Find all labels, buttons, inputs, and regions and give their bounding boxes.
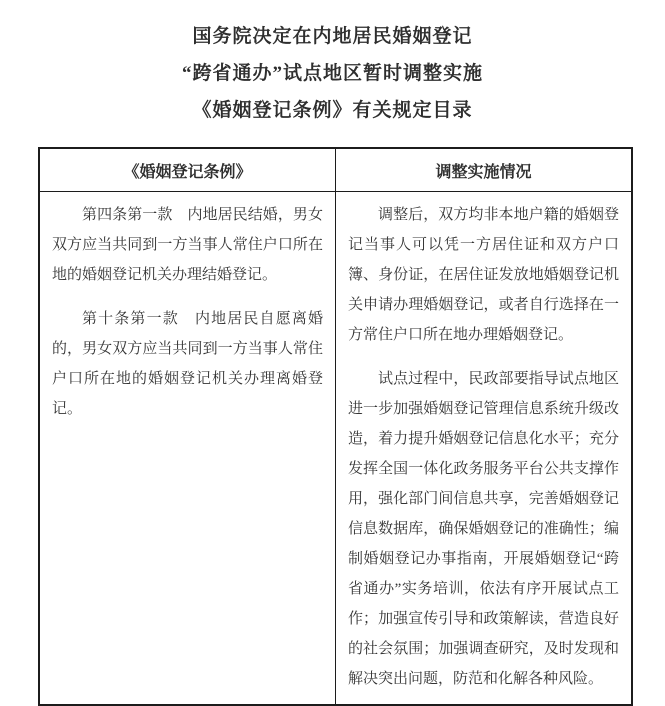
- column-header-adjustment: 调整实施情况: [336, 148, 633, 192]
- column-header-regulation: 《婚姻登记条例》: [39, 148, 336, 192]
- adjustment-paragraph-2: 试点过程中，民政部要指导试点地区进一步加强婚姻登记管理信息系统升级改造，着力提升婚姻登记信息化水平；充分发挥全国一体化政务服务平台公共支撑作用，强化部门间信息共享，完善婚姻登记信息数据库，确保婚姻登记的准确性；编制婚姻登记办事指南，开展婚姻登记“跨省通办”实务培训，依法有序开展试点工作；加强宣传引导和政策解读，营造良好的社会氛围；加强调查研究，及时发现和解决突出问题，防范和化解各种风险。: [348, 371, 619, 687]
- table-body-row: [39, 192, 632, 706]
- document-title: [0, 0, 665, 129]
- adjustment-cell: [336, 192, 633, 706]
- regulation-paragraph-1: 第四条第一款 内地居民结婚，男女双方应当共同到一方当事人常住户口所在地的婚姻登记机关办理结婚登记。: [52, 207, 323, 283]
- regulation-paragraph-2: 第十条第一款 内地居民自愿离婚的，男女双方应当共同到一方当事人常住户口所在地的婚姻登记机关办理离婚登记。: [52, 311, 323, 417]
- adjustment-paragraph-1: 调整后，双方均非本地户籍的婚姻登记当事人可以凭一方居住证和双方户口簿、身份证，在居住证发放地婚姻登记机关申请办理婚姻登记，或者自行选择在一方常住户口所在地办理婚姻登记。: [348, 207, 619, 343]
- table-header-row: [39, 148, 632, 192]
- title-line-3: 《婚姻登记条例》有关规定目录: [192, 100, 473, 121]
- regulation-cell: [39, 192, 336, 706]
- regulations-comparison-table: [38, 147, 633, 706]
- title-line-2: “跨省通办”试点地区暂时调整实施: [181, 63, 483, 84]
- title-line-1: 国务院决定在内地居民婚姻登记: [192, 26, 473, 47]
